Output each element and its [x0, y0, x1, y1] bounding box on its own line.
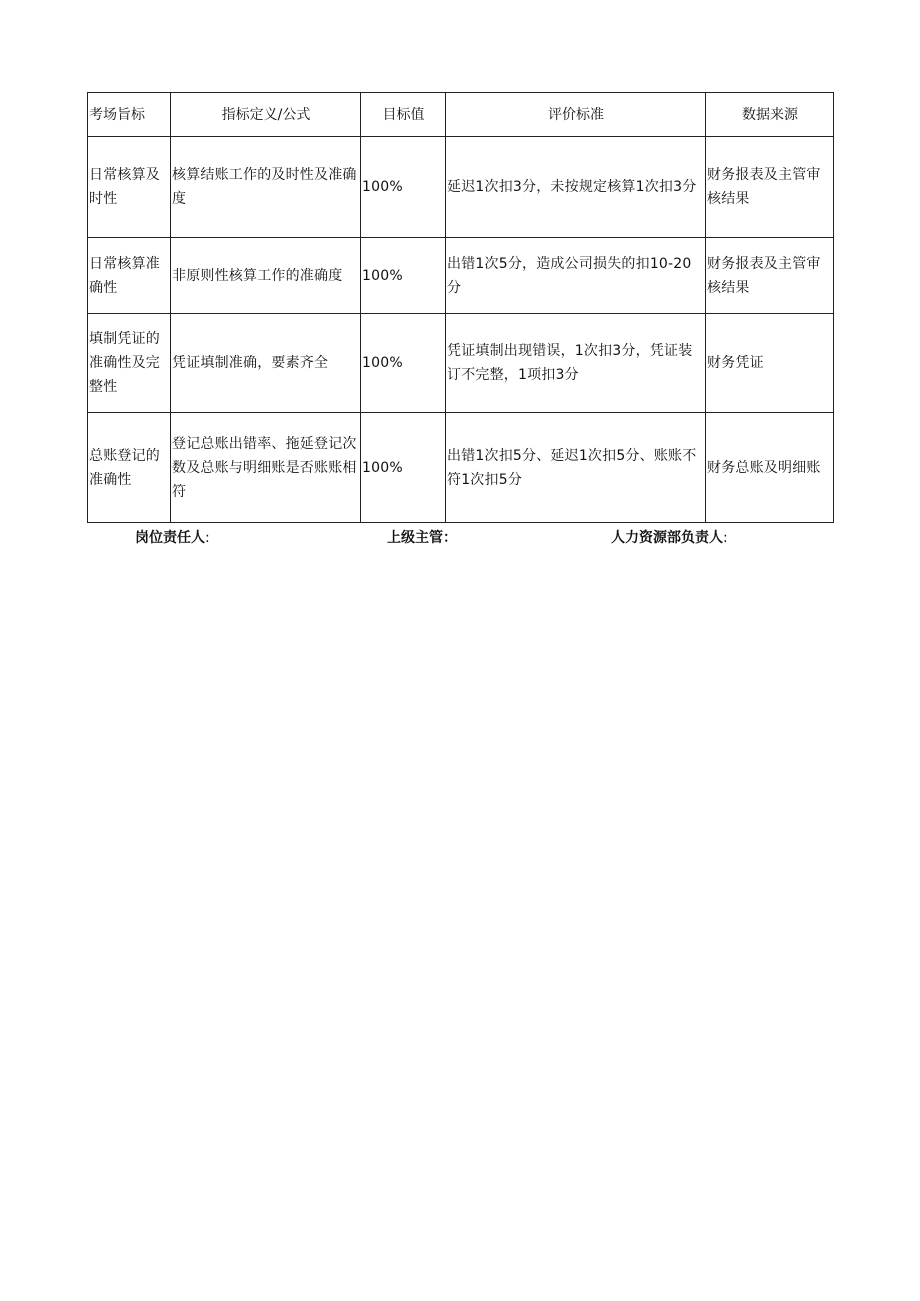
criteria-text: 凭证填制出现错误，1次扣3分，凭证装订不完整，1项扣3分: [447, 343, 693, 383]
source-text: 财务总账及明细账: [707, 459, 821, 476]
definition-text: 非原则性核算工作的准确度: [172, 267, 343, 284]
target-text: 100%: [362, 267, 403, 284]
position-owner-colon: :: [205, 530, 210, 546]
criteria-text: 出错1次扣5分、延迟1次扣5分、账账不符1次扣5分: [447, 447, 697, 488]
header-source: 数据来源: [706, 93, 834, 137]
source-cell: [706, 314, 834, 413]
target-cell: [361, 137, 446, 238]
source-text: 财务报表及主管审核结果: [707, 167, 821, 207]
definition-text: 登记总账出错率、拖延登记次数及总账与明细账是否账账相符: [172, 435, 357, 500]
header-indicator: 考场旨标: [88, 93, 171, 137]
criteria-text: 延迟1次扣3分，未按规定核算1次扣3分: [447, 179, 697, 195]
source-cell: [706, 238, 834, 314]
criteria-cell: [446, 314, 706, 413]
supervisor-label: 上级主管: [387, 530, 443, 546]
source-cell: [706, 137, 834, 238]
indicator-text: 日常核算准确性: [89, 255, 160, 296]
indicator-cell: [88, 413, 171, 523]
definition-text: 凭证填制准确，要素齐全: [172, 355, 329, 371]
criteria-cell: [446, 137, 706, 238]
indicator-cell: [88, 238, 171, 314]
kpi-table: [87, 92, 834, 523]
indicator-cell: [88, 137, 171, 238]
definition-cell: [171, 238, 361, 314]
position-owner-signature: [135, 527, 210, 549]
criteria-cell: [446, 238, 706, 314]
header-criteria: 评价标准: [446, 93, 706, 137]
indicator-cell: [88, 314, 171, 413]
target-cell: [361, 238, 446, 314]
definition-text: 核算结账工作的及时性及准确度: [172, 167, 357, 207]
table-row: [88, 314, 834, 413]
hr-head-signature: [611, 527, 728, 549]
position-owner-label: 岗位责任人: [135, 530, 205, 546]
target-cell: [361, 413, 446, 523]
definition-cell: [171, 314, 361, 413]
source-text: 财务凭证: [707, 355, 764, 371]
supervisor-colon: ：: [443, 530, 457, 546]
hr-head-colon: :: [723, 530, 728, 546]
header-definition: 指标定义/公式: [171, 93, 361, 137]
criteria-cell: [446, 413, 706, 523]
supervisor-signature: [387, 527, 457, 549]
table-row: [88, 413, 834, 523]
table-row: [88, 137, 834, 238]
target-cell: [361, 314, 446, 413]
indicator-text: 日常核算及时性: [89, 167, 160, 207]
definition-cell: [171, 413, 361, 523]
indicator-text: 填制凭证的准确性及完整性: [89, 331, 160, 395]
target-text: 100%: [362, 355, 403, 371]
target-text: 100%: [362, 459, 403, 476]
table-header-row: [88, 93, 834, 137]
hr-head-label: 人力资源部负责人: [611, 530, 723, 546]
source-cell: [706, 413, 834, 523]
criteria-text: 出错1次5分，造成公司损失的扣10-20分: [447, 255, 692, 296]
indicator-text: 总账登记的准确性: [89, 447, 160, 488]
target-text: 100%: [362, 179, 403, 195]
source-text: 财务报表及主管审核结果: [707, 255, 821, 296]
header-target: 目标值: [361, 93, 446, 137]
definition-cell: [171, 137, 361, 238]
signature-row: [0, 527, 920, 549]
table-row: [88, 238, 834, 314]
